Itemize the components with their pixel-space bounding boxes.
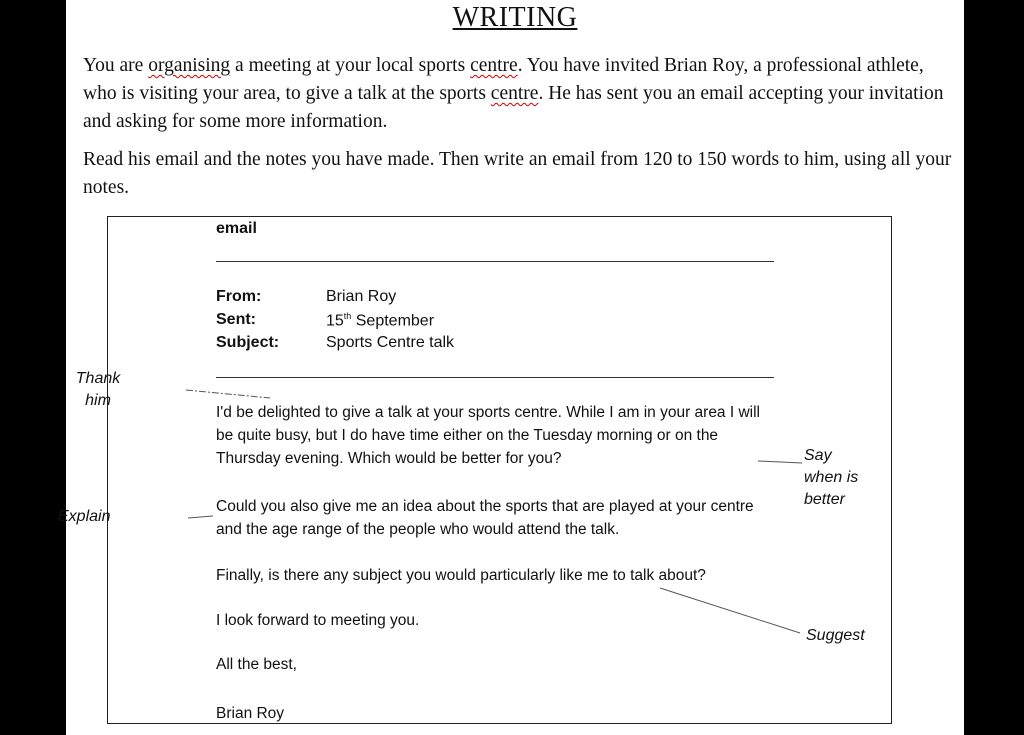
spell-flag-centre: centre — [470, 55, 518, 76]
note-say-line2: when is — [804, 469, 859, 486]
email-body-paragraph: Could you also give me an idea about the sports that are played at your centre and the age range of the people who would attend the talk. — [216, 498, 754, 538]
from-label: From: — [216, 288, 262, 305]
note-explain: Explain — [58, 508, 111, 525]
subject-value: Sports Centre talk — [326, 334, 455, 351]
email-label: email — [216, 220, 257, 237]
subject-label: Subject: — [216, 334, 280, 351]
instruction-paragraph-2: Read his email and the notes you have made. Then write an email from 120 to 150 words to him, using all your notes. — [83, 149, 952, 198]
p1-text-b: a meeting at your local sports — [230, 55, 471, 76]
spell-flag-centre-2: centre — [490, 83, 539, 104]
note-thank-line2: him — [85, 392, 111, 409]
p1-text-c: . You have invited Brian Roy, a professional athlete, who is visiting your area, to give a talk at the sports — [83, 55, 924, 104]
p1-text-a: You are — [83, 55, 149, 76]
note-suggest: Suggest — [806, 627, 865, 644]
note-say-when-better — [804, 445, 858, 511]
worksheet-page — [66, 0, 964, 735]
email-divider-top — [216, 261, 774, 262]
note-say-line1: Say — [804, 447, 832, 464]
from-value: Brian Roy — [326, 288, 397, 305]
note-say-line3: better — [804, 491, 845, 508]
email-body-paragraph: I'd be delighted to give a talk at your sports centre. While I am in your area I will be quite busy, but I do have time either on the Tuesday morning or on the Thursday evening. Which would be better for you? — [216, 404, 760, 467]
page-title: WRITING — [452, 2, 578, 33]
note-thank-line1: Thank — [75, 370, 121, 387]
email-body-paragraph: I look forward to meeting you. — [216, 612, 420, 629]
sent-label: Sent: — [216, 311, 256, 328]
instruction-paragraph-1 — [83, 52, 955, 136]
spell-flag-organising: organising — [148, 55, 231, 76]
note-thank-him — [69, 368, 127, 412]
p1-text-d: . He has sent you an email accepting your invitation and asking for some more information. — [83, 83, 944, 132]
email-signoff: All the best, — [216, 656, 297, 673]
sent-suffix: th — [343, 311, 352, 321]
sent-month: September — [351, 312, 435, 330]
sent-value — [326, 311, 434, 330]
sent-day: 15 — [326, 312, 344, 330]
email-body-paragraph: Finally, is there any subject you would particularly like me to talk about? — [216, 567, 706, 584]
email-box — [107, 216, 892, 724]
email-divider-bottom — [216, 377, 774, 378]
email-signature: Brian Roy — [216, 705, 285, 722]
